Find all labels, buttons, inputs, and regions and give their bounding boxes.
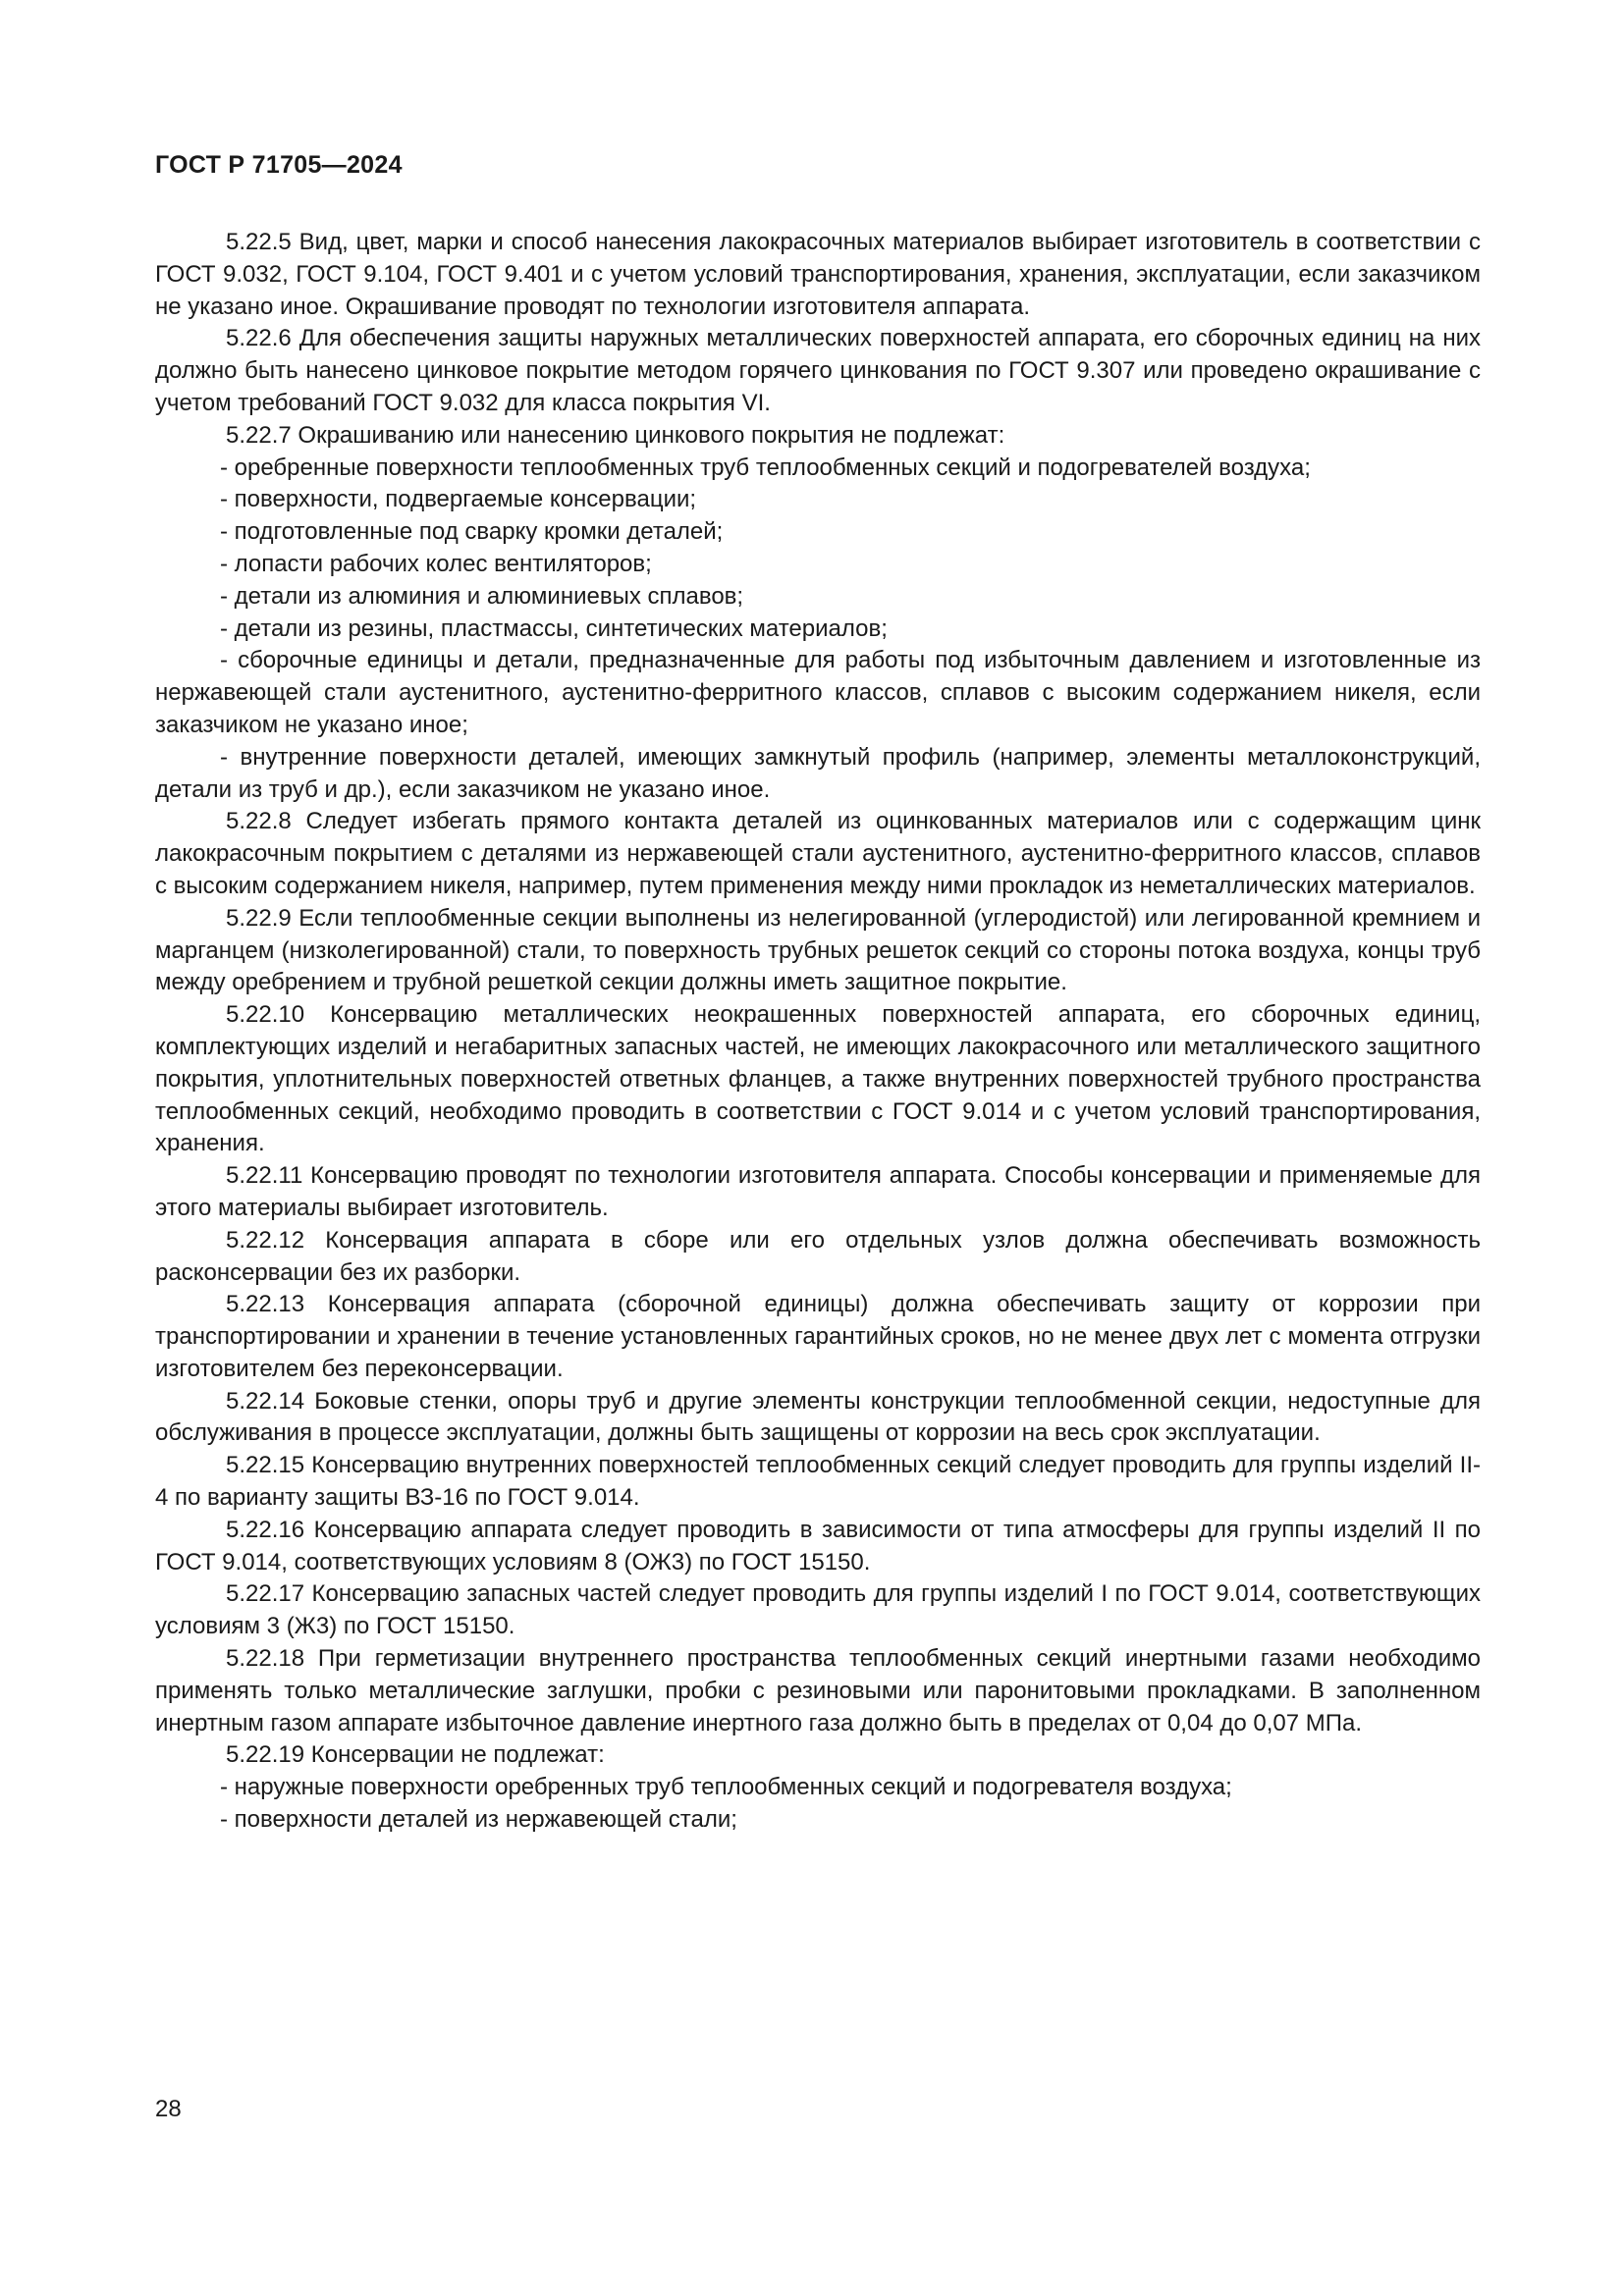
paragraph: 5.22.9 Если теплообменные секции выполнены из нелегированной (углеродистой) или легированной кремнием и марганцем (низколегированной) стали, то поверхность трубных решеток секций со стороны потока воздуха, концы труб между оребрением и трубной решеткой секции должны иметь защитное покрытие. [155,904,1481,996]
paragraph: 5.22.15 Консервацию внутренних поверхностей теплообменных секций следует проводить для группы изделий II-4 по варианту защиты ВЗ-16 по ГОСТ 9.014. [155,1452,1481,1512]
paragraph: 5.22.8 Следует избегать прямого контакта деталей из оцинкованных материалов или с содержащим цинк лакокрасочным покрытием с деталями из нержавеющей стали аустенитного, аустенитно-ферритного классов, сплавов с высоким содержанием никеля, например, путем применения между ними прокладок из неметаллических материалов. [155,808,1481,899]
paragraph: 5.22.5 Вид, цвет, марки и способ нанесения лакокрасочных материалов выбирает изготовитель в соответствии с ГОСТ 9.032, ГОСТ 9.104, ГОСТ 9.401 и с учетом условий транспортирования, хранения, эксплуатации, если заказчиком не указано иное. Окрашивание проводят по технологии изготовителя аппарата. [155,229,1481,320]
list-item: - поверхности, подвергаемые консервации; [220,486,697,513]
document-code-header: ГОСТ Р 71705—2024 [155,151,403,179]
list-item: - наружные поверхности оребренных труб теплообменных секций и подогревателя воздуха; [220,1774,1232,1801]
paragraph: 5.22.17 Консервацию запасных частей следует проводить для группы изделий I по ГОСТ 9.014, соответствующих условиям 3 (Ж3) по ГОСТ 15150. [155,1580,1481,1640]
page-number: 28 [155,2096,182,2122]
paragraph: 5.22.16 Консервацию аппарата следует проводить в зависимости от типа атмосферы для группы изделий II по ГОСТ 9.014, соответствующих условиям 8 (ОЖ3) по ГОСТ 15150. [155,1516,1481,1575]
paragraph: 5.22.12 Консервация аппарата в сборе или его отдельных узлов должна обеспечивать возможность расконсервации без их разборки. [155,1226,1481,1286]
list-item: - детали из алюминия и алюминиевых сплавов; [220,582,744,610]
paragraph: 5.22.11 Консервацию проводят по технологии изготовителя аппарата. Способы консервации и применяемые для этого материалы выбирает изготовитель. [155,1162,1481,1221]
list-item: - сборочные единицы и детали, предназначенные для работы под избыточным давлением и изготовленные из нержавеющей стали аустенитного, аустенитно-ферритного классов, сплавов с высоким содержанием никеля, если заказчиком не указано иное; [155,647,1481,738]
paragraph: 5.22.13 Консервация аппарата (сборочной единицы) должна обеспечивать защиту от коррозии при транспортировании и хранении в течение установленных гарантийных сроков, но не менее двух лет с момента отгрузки изготовителем без переконсервации. [155,1291,1481,1382]
paragraph: 5.22.14 Боковые стенки, опоры труб и другие элементы конструкции теплообменной секции, недоступные для обслуживания в процессе эксплуатации, должны быть защищены от коррозии на весь срок эксплуатации. [155,1387,1481,1447]
paragraph: 5.22.10 Консервацию металлических неокрашенных поверхностей аппарата, его сборочных единиц, комплектующих изделий и негабаритных запасных частей, не имеющих лакокрасочного или металлического защитного покрытия, уплотнительных поверхностей ответных фланцев, а также внутренних поверхностей трубного пространства теплообменных секций, необходимо проводить в соответствии с ГОСТ 9.014 и с учетом условий транспортирования, хранения. [155,1001,1481,1157]
list-item: - оребренные поверхности теплообменных труб теплообменных секций и подогревателей воздуха; [220,454,1311,481]
paragraph: 5.22.18 При герметизации внутреннего пространства теплообменных секций инертными газами необходимо применять только металлические заглушки, пробки с резиновыми или паронитовыми прокладками. В заполненном инертным газом аппарате избыточное давление инертного газа должно быть в пределах от 0,04 до 0,07 МПа. [155,1645,1481,1736]
list-item: - подготовленные под сварку кромки деталей; [220,518,724,546]
paragraph: 5.22.6 Для обеспечения защиты наружных металлических поверхностей аппарата, его сборочных единиц на них должно быть нанесено цинковое покрытие методом горячего цинкования по ГОСТ 9.307 или проведено окрашивание с учетом требований ГОСТ 9.032 для класса покрытия VI. [155,325,1481,416]
paragraph: 5.22.7 Окрашиванию или нанесению цинкового покрытия не подлежат: [226,421,1005,449]
list-item: - лопасти рабочих колес вентиляторов; [220,550,652,577]
document-body [155,227,1481,1837]
list-item: - поверхности деталей из нержавеющей стали; [220,1806,737,1834]
paragraph: 5.22.19 Консервации не подлежат: [226,1741,605,1769]
list-item: - детали из резины, пластмассы, синтетических материалов; [220,614,888,642]
list-item: - внутренние поверхности деталей, имеющих замкнутый профиль (например, элементы металлоконструкций, детали из труб и др.), если заказчиком не указано иное. [155,743,1481,803]
